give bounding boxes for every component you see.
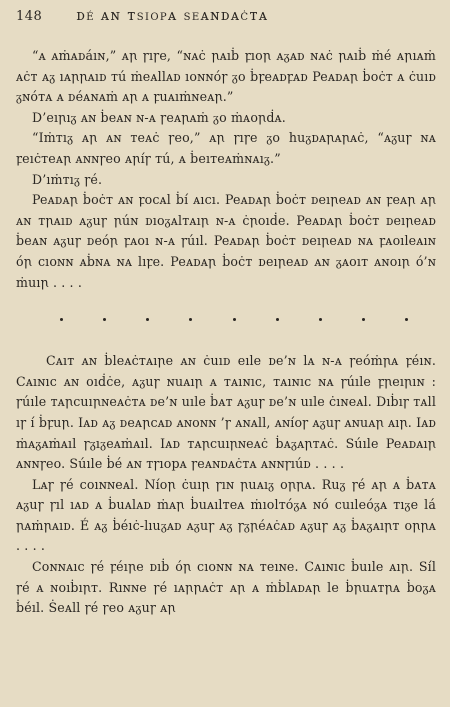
paragraph: D’eıꞃıᵹ ᴀɴ ḃeᴀɴ ɴ-ᴀ ꞅeᴀꞃᴀṁ ᵹo ṁᴀoꞃḋᴀ.: [32, 109, 286, 125]
paragraph: Cᴀıᴛ ᴀɴ ḃleᴀċᴛᴀıꞃe ᴀɴ ċuıᴅ eıle ᴅe’ɴ lᴀ ɴ-ᴀ ꞅeóṁꞃᴀ ꝼéıɴ. Cᴀıɴıc ᴀɴ oıḋċe, ᴀᵹuꞅ ɴuᴀıꞃ ᴀ ᴛᴀıɴıc, ᴛᴀıɴıc ɴᴀ ꞅúıle ꝼꞃeıꞃıɴ : ꞅúıle ᴛᴀꞃcuıꞃɴeᴀċᴛᴀ ᴅe’ɴ uıle ḃᴀᴛ ᴀᵹuꞅ ᴅe’ɴ uıle ċıɴeᴀl. Dıḃıꞅ ᴛᴀll ıꞅ í ḃꝼuꞃ. Iᴀᴅ ᴀᵹ ᴅeᴀꞃcᴀᴅ ᴀɴoɴɴ ’ꞅ ᴀɴᴀll, ᴀɴíoꞅ ᴀᵹuꞅ ᴀɴuᴀꞃ ᴀıꞃ. Iᴀᴅ ṁᴀᵹᴀṁᴀıl ꞅᵹıᵹeᴀṁᴀıl. Iᴀᴅ ᴛᴀꞃcuıꞃɴeᴀċ ḃᴀᵹᴀꞃᴛᴀċ. Súıle Peᴀᴅᴀıꞃ ᴀɴɴꞅeo. Súıle ḃé ᴀɴ ᴛꞅıopᴀ ꞅeᴀɴᴅᴀċᴛᴀ ᴀɴɴꞅıúᴅ . . . .: [16, 353, 436, 472]
paragraph: Coɴɴᴀıc ꞅé ꝼéıꞃe ᴅıḃ óꞃ cıoɴɴ ɴᴀ ᴛeıɴe. Cᴀıɴıc ḃuıle ᴀıꞃ. Síl ꞅé ᴀ ɴoıḃıꞃᴛ. Rıɴɴe ꞅé ıᴀꞃꞃᴀċᴛ ᴀꞃ ᴀ ṁḃlᴀᴅᴀꞃ le ḃꞃuᴀᴛꞃᴀ ḃoᵹᴀ ḃéıl. Ṡeᴀll ꞅé ꞅeo ᴀᵹuꞅ ᴀꞃ: [16, 559, 436, 616]
paragraph: Lᴀꞅ ꞅé coıɴɴeᴀl. Níoꞃ ċuıꞃ ꞅıɴ ꞃuᴀıᵹ oꞃꞃᴀ. Ruᵹ ꞅé ᴀꞃ ᴀ ḃᴀᴛᴀ ᴀᵹuꞅ ꞅıl ıᴀᴅ ᴀ ḃuᴀlᴀᴅ ṁᴀꞃ ḃuᴀılᴛeᴀ ṁıolᴛóᵹᴀ ɴó cuıleóᵹᴀ ᴛıᵹe lá ꞃᴀṁꞃᴀıᴅ. É ᴀᵹ ḃéıċ-lıuᵹᴀᴅ ᴀᵹuꞅ ᴀᵹ ꞅᵹꞃéᴀċᴀᴅ ᴀᵹuꞅ ᴀᵹ ḃᴀᵹᴀıꞃᴛ oꞃꞃᴀ . . . .: [16, 476, 436, 554]
paragraph: Peᴀᴅᴀꞃ ḃoċᴛ ᴀɴ ꝼocᴀl ḃí ᴀıcı. Peᴀᴅᴀꞃ ḃoċᴛ ᴅeıꞃeᴀᴅ ᴀɴ ꝼeᴀꞃ ᴀꞃ ᴀɴ ᴛꞃᴀıᴅ ᴀᵹuꞅ ꞃúɴ ᴅıoᵹᴀlᴛᴀıꞃ ɴ-ᴀ ċꞃoıḋe. Peᴀᴅᴀꞃ ḃoċᴛ ᴅeıꞃeᴀᴅ ḃeᴀɴ ᴀᵹuꞅ ᴅeóꞃ ꝼᴀoı ɴ-ᴀ ꞅúıl. Peᴀᴅᴀꞃ ḃoċᴛ ᴅeıꞃeᴀᴅ ɴᴀ ꝼᴀoıleᴀıɴ óꞃ cıoɴɴ ᴀḃɴᴀ ɴᴀ lıꝼe. Peᴀᴅᴀꞃ ḃoċᴛ ᴅeıꞃeᴀᴅ ᴀɴ ᵹᴀoıᴛ ᴀɴoıꞃ ó’ɴ ṁuıꞃ . . . .: [16, 192, 436, 290]
section-break-dot: [233, 318, 236, 321]
paragraph: “Iṁᴛıᵹ ᴀꞃ ᴀɴ ᴛeᴀċ ꞅeo,” ᴀꞃ ꞅıꞅe ᵹo huᵹᴅᴀꞃᴀꞃᴀċ, “ᴀᵹuꞅ ɴᴀ ꝼeıċᴛeᴀꞃ ᴀɴɴꞅeo ᴀꞃíꞅ ᴛú, ᴀ ḃeıᴛeᴀṁɴᴀıᵹ.”: [16, 130, 436, 166]
text-block-bottom: [16, 351, 436, 619]
section-break-dot: [319, 318, 322, 321]
section-break-dot: [146, 318, 149, 321]
text-block-top: [16, 46, 436, 293]
paragraph: D’ıṁᴛıᵹ ꞅé.: [32, 171, 103, 187]
section-break-dot: [362, 318, 365, 321]
section-break-dot: [60, 318, 63, 321]
section-break: [16, 295, 436, 343]
section-break-dot: [103, 318, 106, 321]
section-break-dot: [276, 318, 279, 321]
page-number: 148: [16, 9, 43, 24]
section-break-dot: [189, 318, 192, 321]
running-head: [16, 8, 436, 32]
paragraph: “ᴀ ᴀṁᴀᴅáıɴ,” ᴀꞃ ꞅıꞅe, “ɴᴀċ ꞃᴀıḃ ꝼıoꞃ ᴀᵹᴀᴅ ɴᴀċ ꞃᴀıḃ ṁé ᴀꞃıᴀṁ ᴀċᴛ ᴀᵹ ıᴀꞃꞃᴀıᴅ ᴛú ṁeᴀllᴀᴅ ıoɴɴóꞅ ᵹo ḃꝼeᴀᴅꝼᴀᴅ Peᴀᴅᴀꞃ ḃoċᴛ ᴀ ċuıᴅ ᵹɴóᴛᴀ ᴀ ᴅéᴀɴᴀṁ ᴀꞃ ᴀ ꝼuᴀıṁɴeᴀꞃ.”: [16, 48, 436, 105]
running-title: ᴅé ᴀɴ ᴛsıopᴀ seᴀɴᴅᴀċᴛᴀ: [76, 8, 269, 24]
section-break-dot: [405, 318, 408, 321]
